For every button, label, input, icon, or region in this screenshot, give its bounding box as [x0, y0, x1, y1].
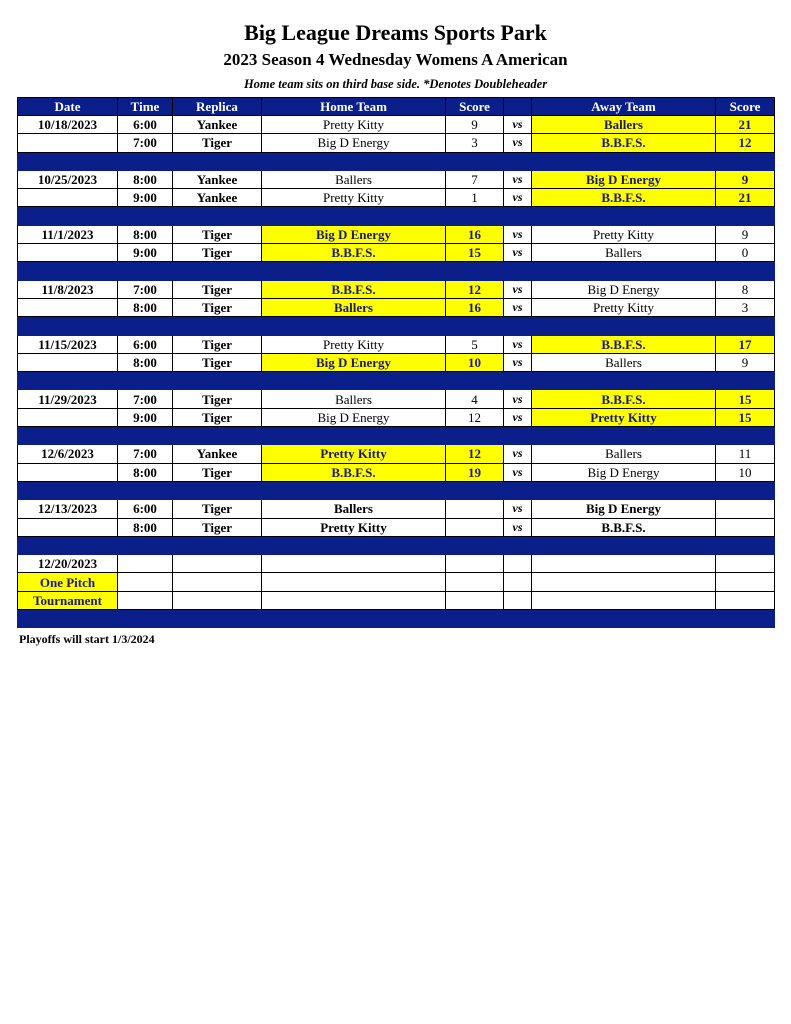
- field-cell: Yankee: [173, 170, 262, 188]
- away-score-cell: 8: [716, 280, 775, 298]
- away-team-cell: Ballers: [532, 445, 716, 463]
- home-score-cell: 9: [446, 116, 504, 134]
- table-cell: [118, 573, 173, 591]
- separator-cell: [504, 536, 532, 554]
- date-cell: 12/13/2023: [18, 500, 118, 518]
- home-team-cell: Ballers: [262, 298, 446, 316]
- separator-cell: [173, 207, 262, 225]
- separator-cell: [716, 152, 775, 170]
- away-score-cell: 0: [716, 244, 775, 262]
- away-team-cell: Big D Energy: [532, 170, 716, 188]
- field-cell: Tiger: [173, 463, 262, 481]
- separator-cell: [118, 152, 173, 170]
- home-team-cell: B.B.F.S.: [262, 463, 446, 481]
- separator-cell: [262, 152, 446, 170]
- table-cell: [173, 555, 262, 573]
- away-score-cell: 9: [716, 225, 775, 243]
- vs-cell: vs: [504, 463, 532, 481]
- separator-cell: [173, 481, 262, 499]
- home-team-cell: Pretty Kitty: [262, 335, 446, 353]
- page-title: Big League Dreams Sports Park: [244, 20, 547, 45]
- away-score-cell: 12: [716, 134, 775, 152]
- vs-cell: vs: [504, 189, 532, 207]
- field-cell: Tiger: [173, 134, 262, 152]
- home-score-cell: 3: [446, 134, 504, 152]
- away-team-cell: Big D Energy: [532, 463, 716, 481]
- separator-cell: [173, 536, 262, 554]
- separator-cell: [716, 610, 775, 628]
- separator-cell: [532, 207, 716, 225]
- away-team-cell: B.B.F.S.: [532, 134, 716, 152]
- away-team-cell: Ballers: [532, 116, 716, 134]
- date-cell: [18, 189, 118, 207]
- separator-cell: [504, 317, 532, 335]
- separator-cell: [118, 207, 173, 225]
- table-row: [18, 518, 775, 536]
- field-cell: Tiger: [173, 353, 262, 371]
- time-cell: 9:00: [118, 189, 173, 207]
- vs-cell: vs: [504, 408, 532, 426]
- separator-cell: [446, 481, 504, 499]
- time-cell: 6:00: [118, 500, 173, 518]
- separator-cell: [446, 152, 504, 170]
- home-score-cell: [446, 500, 504, 518]
- table-cell: [716, 591, 775, 609]
- table-row: [18, 298, 775, 316]
- home-team-cell: Big D Energy: [262, 225, 446, 243]
- table-cell: [446, 555, 504, 573]
- home-score-cell: 16: [446, 225, 504, 243]
- table-row: [18, 244, 775, 262]
- col-header: [504, 98, 532, 116]
- away-team-cell: Big D Energy: [532, 280, 716, 298]
- separator-cell: [118, 610, 173, 628]
- schedule-table: [17, 97, 775, 628]
- date-cell: 12/20/2023: [18, 555, 118, 573]
- time-cell: 6:00: [118, 335, 173, 353]
- separator-cell: [18, 152, 118, 170]
- home-team-cell: Ballers: [262, 390, 446, 408]
- date-cell: 11/29/2023: [18, 390, 118, 408]
- away-score-cell: 9: [716, 353, 775, 371]
- separator-row: [18, 262, 775, 280]
- separator-cell: [173, 262, 262, 280]
- away-team-cell: Ballers: [532, 353, 716, 371]
- away-team-cell: Big D Energy: [532, 500, 716, 518]
- separator-cell: [18, 207, 118, 225]
- home-score-cell: 10: [446, 353, 504, 371]
- away-score-cell: 11: [716, 445, 775, 463]
- away-score-cell: 21: [716, 189, 775, 207]
- separator-cell: [118, 481, 173, 499]
- table-cell: [262, 555, 446, 573]
- home-score-cell: 12: [446, 280, 504, 298]
- separator-cell: [18, 427, 118, 445]
- home-score-cell: 15: [446, 244, 504, 262]
- separator-row: [18, 427, 775, 445]
- table-row: [18, 353, 775, 371]
- table-cell: [118, 555, 173, 573]
- home-team-cell: B.B.F.S.: [262, 280, 446, 298]
- date-cell: [18, 463, 118, 481]
- table-row: [18, 408, 775, 426]
- time-cell: 9:00: [118, 244, 173, 262]
- home-score-cell: 1: [446, 189, 504, 207]
- page-note: Home team sits on third base side. *Denotes Doubleheader: [243, 77, 548, 91]
- table-cell: [118, 591, 173, 609]
- home-score-cell: 7: [446, 170, 504, 188]
- home-score-cell: 12: [446, 408, 504, 426]
- col-header: Replica: [173, 98, 262, 116]
- home-team-cell: B.B.F.S.: [262, 244, 446, 262]
- vs-cell: vs: [504, 518, 532, 536]
- time-cell: 9:00: [118, 408, 173, 426]
- separator-cell: [504, 481, 532, 499]
- separator-cell: [173, 317, 262, 335]
- separator-cell: [262, 262, 446, 280]
- home-team-cell: Big D Energy: [262, 134, 446, 152]
- separator-cell: [173, 152, 262, 170]
- time-cell: 8:00: [118, 170, 173, 188]
- away-team-cell: Pretty Kitty: [532, 225, 716, 243]
- vs-cell: vs: [504, 390, 532, 408]
- vs-cell: vs: [504, 335, 532, 353]
- away-team-cell: Ballers: [532, 244, 716, 262]
- vs-cell: vs: [504, 170, 532, 188]
- away-score-cell: [716, 518, 775, 536]
- table-cell: [532, 591, 716, 609]
- separator-cell: [173, 610, 262, 628]
- table-cell: [446, 591, 504, 609]
- separator-cell: [716, 536, 775, 554]
- table-cell: [716, 555, 775, 573]
- col-header: Score: [716, 98, 775, 116]
- vs-cell: vs: [504, 116, 532, 134]
- field-cell: Tiger: [173, 500, 262, 518]
- home-team-cell: Ballers: [262, 500, 446, 518]
- col-header: Away Team: [532, 98, 716, 116]
- col-header: Time: [118, 98, 173, 116]
- date-cell: 11/1/2023: [18, 225, 118, 243]
- separator-cell: [504, 152, 532, 170]
- away-score-cell: 17: [716, 335, 775, 353]
- field-cell: Yankee: [173, 445, 262, 463]
- table-row: [18, 170, 775, 188]
- separator-cell: [532, 372, 716, 390]
- table-row: [18, 116, 775, 134]
- time-cell: 8:00: [118, 518, 173, 536]
- separator-cell: [173, 427, 262, 445]
- vs-cell: vs: [504, 225, 532, 243]
- separator-row: [18, 207, 775, 225]
- separator-row: [18, 481, 775, 499]
- separator-cell: [18, 610, 118, 628]
- separator-cell: [118, 372, 173, 390]
- separator-cell: [446, 536, 504, 554]
- time-cell: 8:00: [118, 353, 173, 371]
- field-cell: Tiger: [173, 225, 262, 243]
- separator-row: [18, 372, 775, 390]
- table-cell: [504, 573, 532, 591]
- separator-cell: [532, 152, 716, 170]
- field-cell: Tiger: [173, 335, 262, 353]
- home-team-cell: Pretty Kitty: [262, 445, 446, 463]
- separator-row: [18, 317, 775, 335]
- table-cell: [262, 573, 446, 591]
- date-cell: [18, 408, 118, 426]
- home-score-cell: 12: [446, 445, 504, 463]
- separator-cell: [532, 536, 716, 554]
- time-cell: 7:00: [118, 445, 173, 463]
- table-row: [18, 445, 775, 463]
- separator-cell: [532, 427, 716, 445]
- time-cell: 7:00: [118, 280, 173, 298]
- away-team-cell: B.B.F.S.: [532, 390, 716, 408]
- home-score-cell: 4: [446, 390, 504, 408]
- field-cell: Tiger: [173, 518, 262, 536]
- home-team-cell: Big D Energy: [262, 353, 446, 371]
- header-row: [18, 98, 775, 116]
- col-header: Home Team: [262, 98, 446, 116]
- separator-cell: [18, 481, 118, 499]
- table-cell: [173, 573, 262, 591]
- table-row: [18, 280, 775, 298]
- away-team-cell: B.B.F.S.: [532, 335, 716, 353]
- home-team-cell: Ballers: [262, 170, 446, 188]
- field-cell: Tiger: [173, 390, 262, 408]
- table-row: [18, 189, 775, 207]
- separator-cell: [532, 610, 716, 628]
- date-cell: [18, 298, 118, 316]
- home-team-cell: Pretty Kitty: [262, 518, 446, 536]
- separator-cell: [18, 372, 118, 390]
- away-score-cell: 21: [716, 116, 775, 134]
- separator-cell: [262, 427, 446, 445]
- schedule-body: [18, 116, 775, 628]
- away-score-cell: 15: [716, 390, 775, 408]
- away-team-cell: B.B.F.S.: [532, 189, 716, 207]
- away-score-cell: 10: [716, 463, 775, 481]
- separator-cell: [716, 207, 775, 225]
- separator-row: [18, 152, 775, 170]
- tournament-row: [18, 591, 775, 609]
- separator-cell: [532, 262, 716, 280]
- away-score-cell: 3: [716, 298, 775, 316]
- date-cell: [18, 134, 118, 152]
- separator-cell: [446, 317, 504, 335]
- separator-cell: [504, 610, 532, 628]
- separator-cell: [504, 427, 532, 445]
- table-row: [18, 463, 775, 481]
- home-team-cell: Pretty Kitty: [262, 116, 446, 134]
- home-score-cell: 19: [446, 463, 504, 481]
- separator-cell: [716, 372, 775, 390]
- col-header: Date: [18, 98, 118, 116]
- tournament-row: [18, 573, 775, 591]
- time-cell: 8:00: [118, 298, 173, 316]
- table-cell: [532, 555, 716, 573]
- vs-cell: vs: [504, 353, 532, 371]
- separator-cell: [118, 262, 173, 280]
- home-score-cell: 16: [446, 298, 504, 316]
- separator-cell: [446, 372, 504, 390]
- date-cell: One Pitch: [18, 573, 118, 591]
- table-cell: [504, 555, 532, 573]
- time-cell: 7:00: [118, 134, 173, 152]
- field-cell: Tiger: [173, 298, 262, 316]
- separator-row: [18, 536, 775, 554]
- separator-cell: [262, 610, 446, 628]
- separator-cell: [262, 207, 446, 225]
- page-subtitle: 2023 Season 4 Wednesday Womens A American: [223, 50, 568, 69]
- separator-cell: [18, 317, 118, 335]
- vs-cell: vs: [504, 445, 532, 463]
- separator-cell: [446, 427, 504, 445]
- separator-cell: [716, 481, 775, 499]
- separator-cell: [716, 427, 775, 445]
- table-row: [18, 134, 775, 152]
- table-cell: [446, 573, 504, 591]
- vs-cell: vs: [504, 280, 532, 298]
- table-row: [18, 500, 775, 518]
- table-row: [18, 390, 775, 408]
- col-header: Score: [446, 98, 504, 116]
- vs-cell: vs: [504, 244, 532, 262]
- table-row: [18, 225, 775, 243]
- separator-row: [18, 610, 775, 628]
- separator-cell: [18, 536, 118, 554]
- footer-note: Playoffs will start 1/3/2024: [19, 632, 155, 646]
- separator-cell: [532, 481, 716, 499]
- field-cell: Yankee: [173, 189, 262, 207]
- separator-cell: [504, 372, 532, 390]
- date-cell: 10/18/2023: [18, 116, 118, 134]
- field-cell: Tiger: [173, 244, 262, 262]
- separator-cell: [446, 610, 504, 628]
- separator-cell: [262, 481, 446, 499]
- away-team-cell: Pretty Kitty: [532, 298, 716, 316]
- separator-cell: [446, 262, 504, 280]
- separator-cell: [118, 427, 173, 445]
- date-cell: 12/6/2023: [18, 445, 118, 463]
- home-team-cell: Big D Energy: [262, 408, 446, 426]
- away-team-cell: B.B.F.S.: [532, 518, 716, 536]
- separator-cell: [504, 207, 532, 225]
- date-cell: 10/25/2023: [18, 170, 118, 188]
- home-team-cell: Pretty Kitty: [262, 189, 446, 207]
- separator-cell: [504, 262, 532, 280]
- date-cell: Tournament: [18, 591, 118, 609]
- vs-cell: vs: [504, 298, 532, 316]
- field-cell: Tiger: [173, 408, 262, 426]
- date-cell: 11/8/2023: [18, 280, 118, 298]
- separator-cell: [173, 372, 262, 390]
- separator-cell: [716, 317, 775, 335]
- table-cell: [504, 591, 532, 609]
- date-cell: [18, 244, 118, 262]
- table-cell: [173, 591, 262, 609]
- away-team-cell: Pretty Kitty: [532, 408, 716, 426]
- separator-cell: [262, 317, 446, 335]
- away-score-cell: 9: [716, 170, 775, 188]
- home-score-cell: [446, 518, 504, 536]
- away-score-cell: [716, 500, 775, 518]
- field-cell: Tiger: [173, 280, 262, 298]
- time-cell: 8:00: [118, 225, 173, 243]
- home-score-cell: 5: [446, 335, 504, 353]
- vs-cell: vs: [504, 500, 532, 518]
- time-cell: 7:00: [118, 390, 173, 408]
- separator-cell: [716, 262, 775, 280]
- date-cell: [18, 518, 118, 536]
- separator-cell: [262, 536, 446, 554]
- separator-cell: [118, 317, 173, 335]
- table-cell: [532, 573, 716, 591]
- date-cell: 11/15/2023: [18, 335, 118, 353]
- tournament-row: [18, 555, 775, 573]
- table-row: [18, 335, 775, 353]
- table-cell: [716, 573, 775, 591]
- field-cell: Yankee: [173, 116, 262, 134]
- separator-cell: [18, 262, 118, 280]
- table-cell: [262, 591, 446, 609]
- separator-cell: [446, 207, 504, 225]
- date-cell: [18, 353, 118, 371]
- separator-cell: [118, 536, 173, 554]
- time-cell: 8:00: [118, 463, 173, 481]
- time-cell: 6:00: [118, 116, 173, 134]
- away-score-cell: 15: [716, 408, 775, 426]
- separator-cell: [262, 372, 446, 390]
- vs-cell: vs: [504, 134, 532, 152]
- separator-cell: [532, 317, 716, 335]
